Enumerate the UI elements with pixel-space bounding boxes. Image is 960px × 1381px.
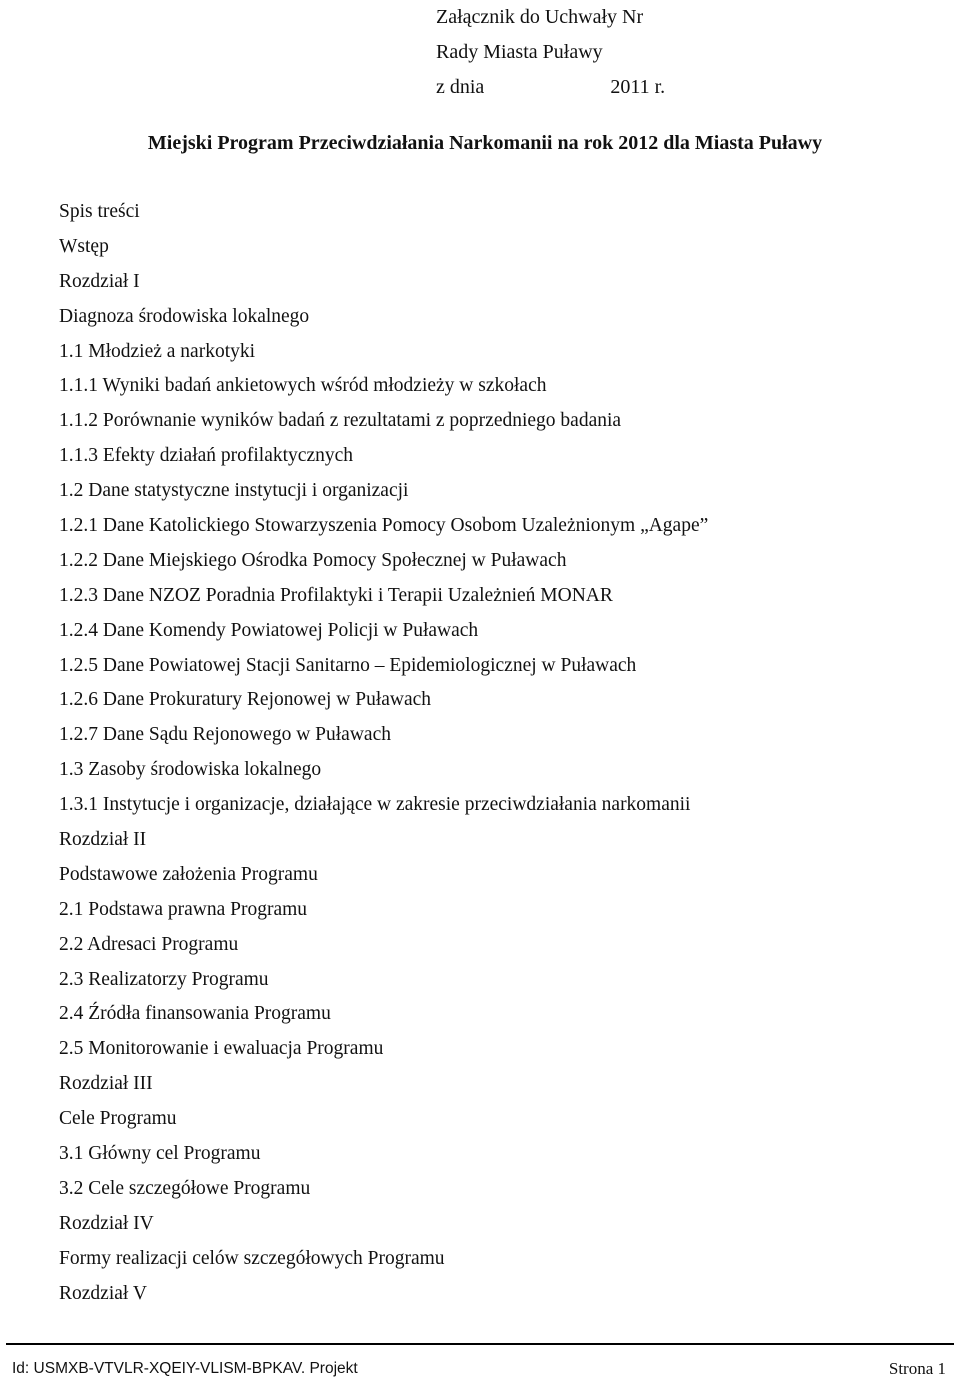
toc-item: 1.2.4 Dane Komendy Powiatowej Policji w Puławach <box>59 619 479 641</box>
toc-item: Rozdział II <box>59 829 147 851</box>
toc-item: 1.2.2 Dane Miejskiego Ośrodka Pomocy Społecznej w Puławach <box>59 549 567 571</box>
date-year: 2011 r. <box>610 76 666 98</box>
toc-item: 1.1 Młodzież a narkotyki <box>59 340 256 362</box>
toc-item: Spis treści <box>59 201 140 222</box>
document-title: Miejski Program Przeciwdziałania Narkomanii na rok 2012 dla Miasta Puławy <box>147 132 823 154</box>
page-footer <box>12 1358 946 1380</box>
attachment-line: Rady Miasta Puławy <box>436 41 603 63</box>
footer-divider <box>6 1343 954 1345</box>
date-prefix: z dnia <box>436 76 485 98</box>
toc-item: 1.1.1 Wyniki badań ankietowych wśród młodzieży w szkołach <box>59 375 547 397</box>
toc-item: 1.1.2 Porównanie wyników badań z rezultatami z poprzedniego badania <box>59 410 622 432</box>
toc-item: 2.5 Monitorowanie i ewaluacja Programu <box>59 1038 384 1060</box>
toc-item: 3.1 Główny cel Programu <box>59 1143 261 1165</box>
toc-item: 2.3 Realizatorzy Programu <box>59 968 269 990</box>
attachment-date-line <box>436 70 665 105</box>
toc-item: 1.1.3 Efekty działań profilaktycznych <box>59 445 354 467</box>
toc-item: 2.2 Adresaci Programu <box>59 933 239 955</box>
page-number: Strona 1 <box>888 1359 946 1378</box>
toc-item: 1.2.6 Dane Prokuratury Rejonowej w Puławach <box>59 689 432 711</box>
toc-item: 2.4 Źródła finansowania Programu <box>59 1003 331 1025</box>
toc-item: 1.2 Dane statystyczne instytucji i organizacji <box>59 480 409 502</box>
toc-item: Cele Programu <box>59 1108 177 1130</box>
toc-item: 1.3 Zasoby środowiska lokalnego <box>59 759 322 781</box>
toc-item: 1.2.5 Dane Powiatowej Stacji Sanitarno – Epidemiologicznej w Puławach <box>59 654 637 676</box>
toc-item: Rozdział V <box>59 1282 147 1304</box>
toc-item: Diagnoza środowiska lokalnego <box>59 305 310 327</box>
toc-item: Rozdział IV <box>59 1212 154 1234</box>
toc-item: 1.2.7 Dane Sądu Rejonowego w Puławach <box>59 724 391 746</box>
toc-item: Podstawowe założenia Programu <box>59 863 318 885</box>
toc-item: 2.1 Podstawa prawna Programu <box>59 898 308 920</box>
toc-item: Wstęp <box>59 235 109 257</box>
document-id: Id: USMXB-VTVLR-XQEIY-VLISM-BPKAV. Projekt <box>12 1360 358 1377</box>
toc-item: Formy realizacji celów szczegółowych Programu <box>59 1247 445 1269</box>
attachment-line: Załącznik do Uchwały Nr <box>436 6 644 28</box>
attachment-header <box>436 0 665 105</box>
toc-item: 1.3.1 Instytucje i organizacje, działające w zakresie przeciwdziałania narkomanii <box>59 794 691 816</box>
toc-item: 3.2 Cele szczegółowe Programu <box>59 1177 311 1199</box>
toc-item: 1.2.1 Dane Katolickiego Stowarzyszenia Pomocy Osobom Uzależnionym „Agape” <box>59 515 709 537</box>
toc-item: Rozdział III <box>59 1073 153 1095</box>
table-of-contents <box>59 195 708 1312</box>
toc-item: 1.2.3 Dane NZOZ Poradnia Profilaktyki i Terapii Uzależnień MONAR <box>59 584 613 606</box>
toc-item: Rozdział I <box>59 270 140 292</box>
